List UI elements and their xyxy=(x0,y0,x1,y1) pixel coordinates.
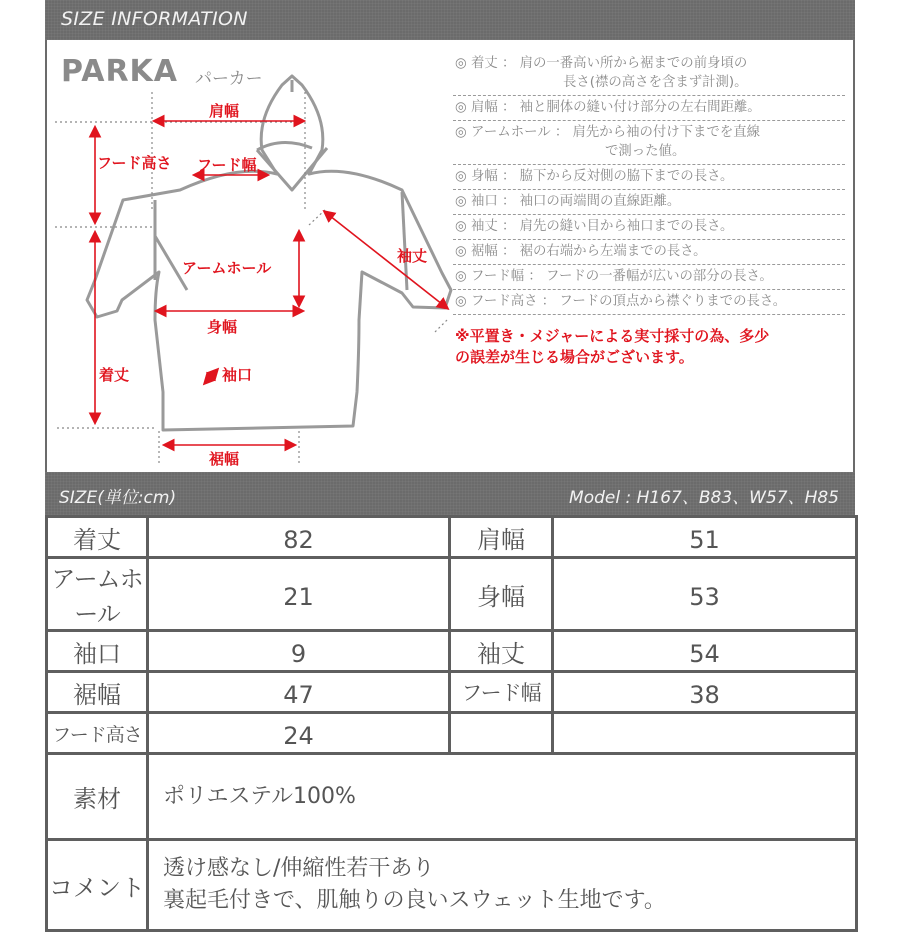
note-shoulder: ◎ 肩幅 ： 袖と胴体の縫い付け部分の左右間距離。 xyxy=(453,96,845,121)
note-hem: ◎ 裾幅 ： 裾の右端から左端までの長さ。 xyxy=(453,240,845,265)
note-length: ◎ 着丈 ： 肩の一番高い所から裾までの前身頃の 長さ(襟の高さを含まず計測)。 xyxy=(453,52,845,96)
row-label: 身幅 xyxy=(450,558,553,631)
row-value: 9 xyxy=(148,631,450,672)
guide-lines xyxy=(55,92,447,465)
size-band xyxy=(45,472,855,515)
label-cuff: 袖口 xyxy=(222,366,253,384)
row-label: 着丈 xyxy=(47,517,148,558)
comment-value: 透け感なし/伸縮性若干あり 裏起毛付きで、肌触りの良いスウェット生地です。 xyxy=(148,840,857,931)
row-label: 袖丈 xyxy=(450,631,553,672)
row-value: 21 xyxy=(148,558,450,631)
row-label: 裾幅 xyxy=(47,672,148,713)
row-label xyxy=(450,713,553,754)
row-value: 82 xyxy=(148,517,450,558)
label-shoulder: 肩幅 xyxy=(209,102,240,120)
row-value: 38 xyxy=(553,672,857,713)
table-row xyxy=(47,631,857,672)
material-row xyxy=(47,754,857,840)
row-value: 54 xyxy=(553,631,857,672)
parka-measurement-diagram xyxy=(47,40,467,472)
note-chest: ◎ 身幅 ： 脇下から反対側の脇下までの長さ。 xyxy=(453,165,845,190)
table-row xyxy=(47,517,857,558)
row-value xyxy=(553,713,857,754)
model-label: Model : H167、B83、W57、H85 xyxy=(569,488,839,508)
row-label: 袖口 xyxy=(47,631,148,672)
row-value: 24 xyxy=(148,713,450,754)
label-armhole: アームホール xyxy=(182,259,272,277)
row-value: 53 xyxy=(553,558,857,631)
size-unit-label: SIZE(単位:cm) xyxy=(59,488,177,508)
measurement-notes xyxy=(453,52,845,368)
material-value: ポリエステル100% xyxy=(148,754,857,840)
table-row xyxy=(47,558,857,631)
sleeve-arrow xyxy=(325,212,447,308)
label-length: 着丈 xyxy=(99,366,130,384)
cuff-arrow xyxy=(205,370,217,383)
measurement-panel xyxy=(45,40,855,472)
row-value: 51 xyxy=(553,517,857,558)
product-name-ja: パーカー xyxy=(195,69,263,89)
product-name-en: PARKA xyxy=(61,54,179,89)
comment-label: コメント xyxy=(47,840,148,931)
header-band xyxy=(45,0,855,40)
row-value: 47 xyxy=(148,672,450,713)
note-armhole: ◎ アームホール ： 肩先から袖の付け下までを直線 で測った値。 xyxy=(453,121,845,165)
note-sleeve: ◎ 袖丈 ： 肩先の縫い目から袖口までの長さ。 xyxy=(453,215,845,240)
header-title: SIZE INFORMATION xyxy=(61,8,248,30)
row-label: フード幅 xyxy=(450,672,553,713)
table-row xyxy=(47,713,857,754)
label-hem: 裾幅 xyxy=(209,450,240,468)
label-chest: 身幅 xyxy=(207,318,238,336)
label-sleeve-length: 袖丈 xyxy=(397,247,428,265)
material-label: 素材 xyxy=(47,754,148,840)
table-row xyxy=(47,672,857,713)
size-table xyxy=(45,515,858,932)
row-label: アームホール xyxy=(47,558,148,631)
row-label: 肩幅 xyxy=(450,517,553,558)
label-hood-height: フード高さ xyxy=(97,154,172,172)
size-info-sheet xyxy=(45,0,855,913)
note-hood-height: ◎ フード高さ ： フードの頂点から襟ぐりまでの長さ。 xyxy=(453,290,845,315)
comment-row xyxy=(47,840,857,931)
measurement-warning: ※平置き・メジャーによる実寸採寸の為、多少 の誤差が生じる場合がございます。 xyxy=(455,327,770,366)
label-hood-width: フード幅 xyxy=(197,156,257,174)
note-hood-width: ◎ フード幅 ： フードの一番幅が広いの部分の長さ。 xyxy=(453,265,845,290)
row-label: フード高さ xyxy=(47,713,148,754)
note-cuff: ◎ 袖口 ： 袖口の両端間の直線距離。 xyxy=(453,190,845,215)
